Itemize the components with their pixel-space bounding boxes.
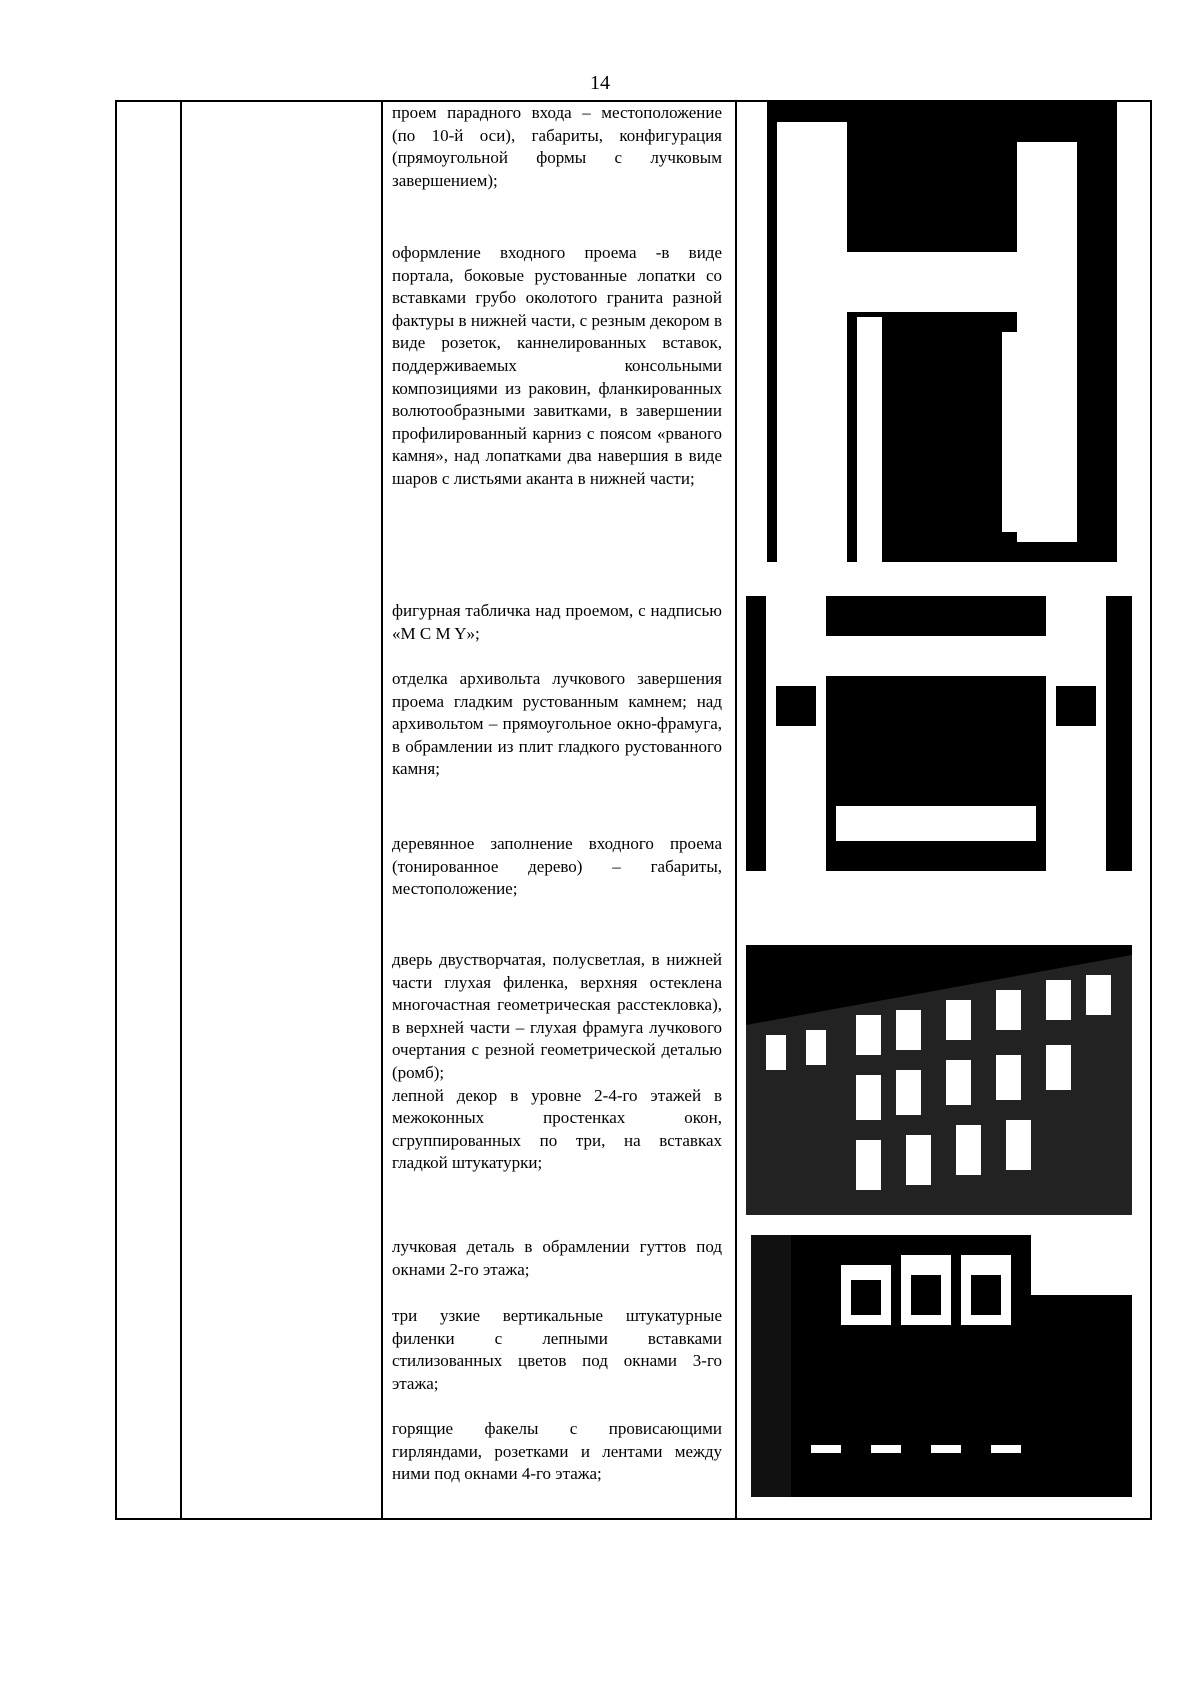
table-col-divider-1: [180, 100, 182, 1520]
paragraph-door-and-stucco: дверь двустворчатая, полусветлая, в нижней части глухая филенка, верхняя остеклена многочастная геометрическая расстекловка), в верхней части – глухая фрамуга лучкового очертания с резной геометрической деталью (ромб); лепной декор в уровне 2-4-го этажей в межоконных простенках окон, сгруппированных по три, на вставках гладкой штукатурки;: [392, 950, 722, 1173]
table-col-divider-3: [735, 100, 737, 1520]
page-number: 14: [590, 72, 610, 94]
table-border-left: [115, 100, 117, 1520]
paragraph-wooden-filling: деревянное заполнение входного проема (тонированное дерево) – габариты, местоположение;: [392, 834, 722, 899]
photo-entrance-portal: [767, 102, 1117, 582]
paragraph-plaque: фигурная табличка над проемом, с надписью «M C M Y»;: [392, 601, 722, 643]
paragraph-3rd-floor-panels: три узкие вертикальные штукатурные филенки с лепными вставками стилизованных цветов под окнами 3-го этажа;: [392, 1306, 722, 1393]
table-col-divider-2: [381, 100, 383, 1520]
photo-facade-windows: [746, 945, 1132, 1215]
photo-windows-detail: [751, 1235, 1132, 1497]
table-border-bottom: [115, 1518, 1152, 1520]
paragraph-4th-floor-torches: горящие факелы с провисающими гирляндами, розетками и лентами между ними под окнами 4-го этажа;: [392, 1419, 722, 1484]
paragraph-portal-design: оформление входного проема -в виде портала, боковые рустованные лопатки со вставками грубо околотого гранита разной фактуры в нижней части, с резным декором в виде розеток, каннелированных вставок, поддерживаемых консольными композициями из раковин, фланкированных волютообразными завитками, в завершении профилированный карниз с поясом «рваного камня», над лопатками два навершия в виде шаров с листьями аканта в нижней части;: [392, 243, 722, 488]
paragraph-entrance-opening: проем парадного входа – местоположение (по 10-й оси), габариты, конфигурация (прямоугольной формы с лучковым завершением);: [392, 103, 722, 190]
paragraph-archivolt: отделка архивольта лучкового завершения проема гладким рустованным камнем; над архивольтом – прямоугольное окно-фрамуга, в обрамлении из плит гладкого рустованного камня;: [392, 669, 722, 779]
photo-archivolt-transom: [746, 596, 1132, 871]
paragraph-2nd-floor-detail: лучковая деталь в обрамлении гуттов под окнами 2-го этажа;: [392, 1237, 722, 1279]
table-border-right: [1150, 100, 1152, 1520]
